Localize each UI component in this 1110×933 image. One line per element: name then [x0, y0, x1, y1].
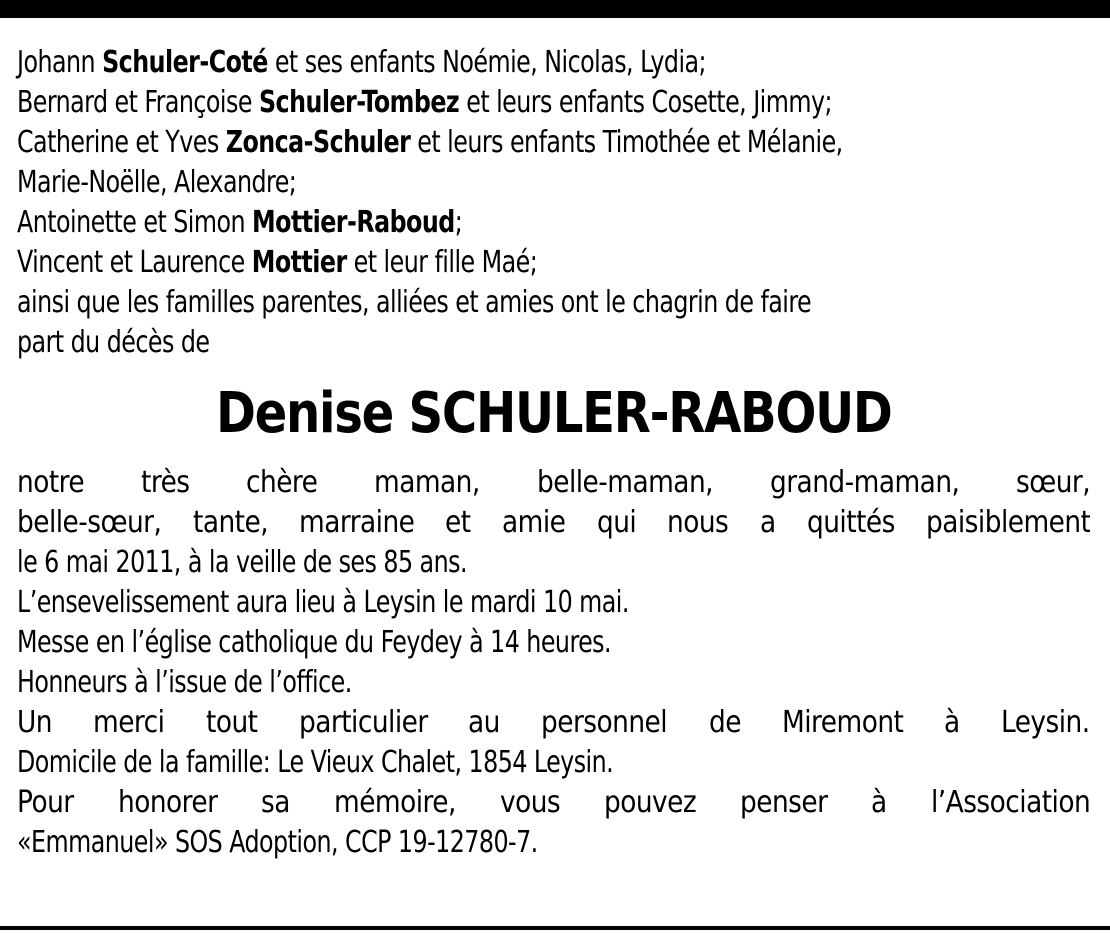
deceased-name: Denise SCHULER-RABOUD	[215, 380, 892, 446]
family-line: part du décès de	[17, 325, 210, 360]
top-rule	[0, 0, 1110, 18]
family-list	[17, 43, 1090, 363]
notice-body-line: «Emmanuel» SOS Adoption, CCP 19-12780-7.	[17, 825, 538, 860]
notice-body-line: belle-sœur, tante, marraine et amie qui nous a quittés paisiblement	[17, 505, 1090, 540]
family-surname: Mottier-Raboud	[252, 205, 455, 240]
family-line: ainsi que les familles parentes, alliées et amies ont le chagrin de faire	[17, 285, 812, 320]
notice-body-line: Messe en l’église catholique du Feydey à 14 heures.	[17, 625, 612, 660]
family-line: Antoinette et Simon Mottier-Raboud;	[17, 205, 463, 240]
family-line: Marie-Noëlle, Alexandre;	[17, 165, 297, 200]
bottom-rule	[0, 926, 1110, 930]
family-surname: Schuler-Tombez	[258, 85, 460, 120]
notice-body-line: le 6 mai 2011, à la veille de ses 85 ans.	[17, 545, 467, 580]
family-line: Johann Schuler-Coté et ses enfants Noémie, Nicolas, Lydia;	[17, 45, 707, 80]
family-surname: Schuler-Coté	[102, 45, 268, 80]
family-line: Bernard et Françoise Schuler-Tombez et leurs enfants Cosette, Jimmy;	[17, 85, 832, 120]
family-surname: Zonca-Schuler	[225, 125, 411, 160]
deceased-name-heading	[17, 363, 1090, 463]
family-surname: Mottier	[251, 245, 347, 280]
notice-body-line: L’ensevelissement aura lieu à Leysin le mardi 10 mai.	[17, 585, 629, 620]
notice-body-line: Honneurs à l’issue de l’office.	[17, 665, 352, 700]
notice-body-line: Domicile de la famille: Le Vieux Chalet, 1854 Leysin.	[17, 745, 614, 780]
family-line: Catherine et Yves Zonca-Schuler et leurs enfants Timothée et Mélanie,	[17, 125, 843, 160]
notice-body-line: notre très chère maman, belle-maman, grand-maman, sœur,	[17, 465, 1090, 500]
notice-body	[17, 463, 1090, 863]
notice-body-line: Un merci tout particulier au personnel de Miremont à Leysin.	[17, 705, 1090, 740]
family-line: Vincent et Laurence Mottier et leur fille Maé;	[17, 245, 538, 280]
notice-body-line: Pour honorer sa mémoire, vous pouvez penser à l’Association	[17, 785, 1090, 820]
obituary-notice	[17, 43, 1090, 863]
